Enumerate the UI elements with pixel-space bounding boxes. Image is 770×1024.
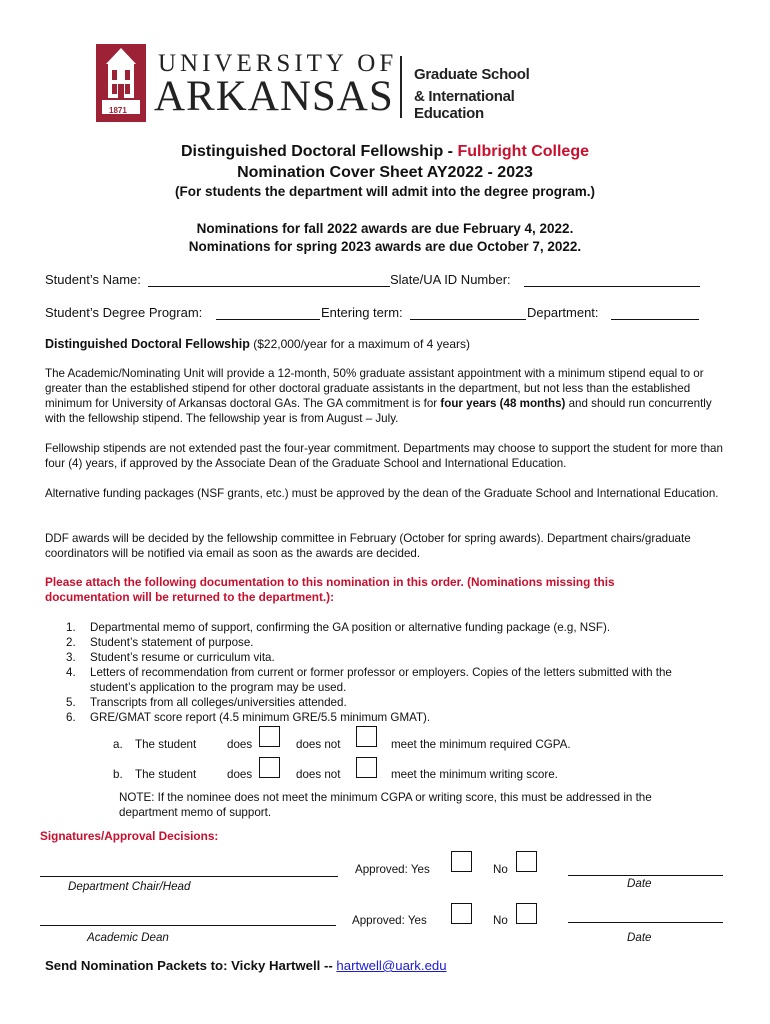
chair-approved-label: Approved: Yes xyxy=(355,863,430,876)
cgpa-student-label: The student xyxy=(135,738,197,751)
logo-year: 1871 xyxy=(109,106,127,115)
chair-signature-field[interactable] xyxy=(40,876,338,877)
page-subtitle: Nomination Cover Sheet AY2022 - 2023 xyxy=(237,164,533,181)
writing-meet-label: meet the minimum writing score. xyxy=(391,768,558,781)
logo-graduate-school: Graduate School xyxy=(414,66,530,83)
dean-no-label: No xyxy=(493,914,508,927)
cgpa-does-checkbox[interactable] xyxy=(259,726,280,747)
due-date-spring: Nominations for spring 2023 awards are due October 7, 2022. xyxy=(188,239,582,254)
send-nomination-line xyxy=(45,958,447,973)
writing-does-checkbox[interactable] xyxy=(259,757,280,778)
attachment-list xyxy=(66,620,716,725)
writing-does-not-label: does not xyxy=(296,768,341,781)
logo-international-education: & International Education xyxy=(414,88,515,122)
dean-date-field[interactable] xyxy=(568,922,723,923)
attachment-notice: Please attach the following documentation to this nomination in this order. (Nominations missing this documentation will be returned to the department.): xyxy=(45,575,615,604)
cgpa-note: NOTE: If the nominee does not meet the minimum CGPA or writing score, this must be addressed in the department memo of support. xyxy=(119,791,652,819)
dean-date-label: Date xyxy=(627,931,652,944)
dean-no-checkbox[interactable] xyxy=(516,903,537,924)
cgpa-does-label: does xyxy=(227,738,253,751)
fellowship-paragraph-1: The Academic/Nominating Unit will provide a 12-month, 50% graduate assistant appointment with a minimum stipend equal to or greater than the established stipend for other doctoral graduate assistants in the department, but not less than the established minimum for University of Arkansas doctoral GAs. The GA commitment is for four years (48 months) and should run concurrently with the fellowship stipend. The fellowship year is from August – July. xyxy=(45,367,712,425)
cgpa-meet-label: meet the minimum required CGPA. xyxy=(391,738,571,751)
due-date-fall: Nominations for fall 2022 awards are due February 4, 2022. xyxy=(196,221,574,236)
logo-university-of: UNIVERSITY OF xyxy=(158,50,398,77)
chair-date-label: Date xyxy=(627,877,652,890)
list-item: 3. Student’s resume or curriculum vita. xyxy=(66,651,275,664)
fellowship-paragraph-2: Fellowship stipends are not extended past the four-year commitment. Departments may choose to support the student for more than four (4) years, if approved by the Associate Dean of the Graduate School and International Education. xyxy=(45,442,723,470)
writing-student-label: The student xyxy=(135,768,197,781)
id-number-field[interactable] xyxy=(524,286,700,287)
student-name-label: Student’s Name: xyxy=(45,272,141,287)
logo-divider xyxy=(400,56,402,118)
department-field[interactable] xyxy=(611,319,699,320)
dean-approved-label: Approved: Yes xyxy=(352,914,427,927)
cgpa-does-not-label: does not xyxy=(296,738,341,751)
chair-no-label: No xyxy=(493,863,508,876)
entering-term-field[interactable] xyxy=(410,319,526,320)
fellowship-heading: Distinguished Doctoral Fellowship ($22,000/year for a maximum of 4 years) xyxy=(45,337,470,351)
fellowship-paragraph-4: DDF awards will be decided by the fellowship committee in February (October for spring awards). Department chairs/graduate coordinators will be notified via email as soon as the awards are decided. xyxy=(45,532,691,560)
college-name: Fulbright College xyxy=(457,143,589,160)
chair-no-checkbox[interactable] xyxy=(516,851,537,872)
logo-arkansas: ARKANSAS xyxy=(154,73,394,120)
list-item: 1. Departmental memo of support, confirming the GA position or alternative funding package (e.g, NSF). xyxy=(66,621,611,634)
page-note: (For students the department will admit into the degree program.) xyxy=(174,184,596,199)
signatures-heading: Signatures/Approval Decisions: xyxy=(40,829,219,843)
department-label: Department: xyxy=(527,305,599,320)
chair-role-label: Department Chair/Head xyxy=(68,880,191,893)
cgpa-does-not-checkbox[interactable] xyxy=(356,726,377,747)
cgpa-letter: a. xyxy=(113,738,123,751)
writing-does-not-checkbox[interactable] xyxy=(356,757,377,778)
student-name-field[interactable] xyxy=(148,286,390,287)
writing-does-label: does xyxy=(227,768,253,781)
list-item: 4. Letters of recommendation from current or former professor or employers. Copies of the letters submitted with the student’s application to the program may be used. xyxy=(66,666,672,694)
degree-program-label: Student’s Degree Program: xyxy=(45,305,203,320)
page-title: Distinguished Doctoral Fellowship - Fulbright College xyxy=(180,143,589,160)
dean-yes-checkbox[interactable] xyxy=(451,903,472,924)
dean-role-label: Academic Dean xyxy=(87,931,169,944)
chair-yes-checkbox[interactable] xyxy=(451,851,472,872)
fellowship-paragraph-3: Alternative funding packages (NSF grants, etc.) must be approved by the dean of the Graduate School and International Education. xyxy=(45,487,719,500)
dean-signature-field[interactable] xyxy=(40,925,336,926)
university-logo xyxy=(96,44,576,124)
send-label: Send Nomination Packets to: Vicky Hartwell -- xyxy=(45,958,337,973)
email-link[interactable]: hartwell@uark.edu xyxy=(336,958,447,973)
list-item: 6. GRE/GMAT score report (4.5 minimum GRE/5.5 minimum GMAT). xyxy=(66,711,431,724)
degree-program-field[interactable] xyxy=(216,319,320,320)
entering-term-label: Entering term: xyxy=(321,305,403,320)
list-item: 2. Student’s statement of purpose. xyxy=(66,636,254,649)
list-item: 5. Transcripts from all colleges/universities attended. xyxy=(66,696,347,709)
writing-letter: b. xyxy=(113,768,123,781)
id-number-label: Slate/UA ID Number: xyxy=(390,272,511,287)
